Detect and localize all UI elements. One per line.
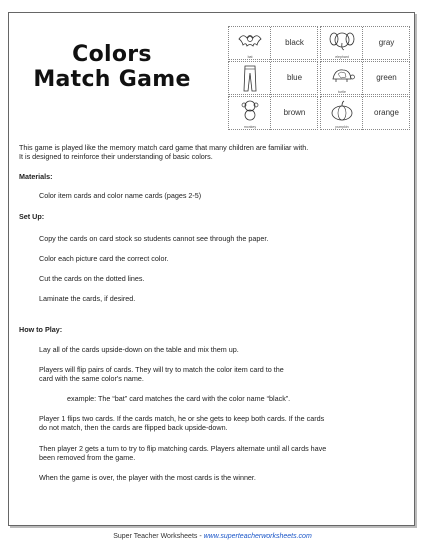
turtle-icon	[329, 64, 355, 88]
footer	[0, 533, 425, 540]
card-color-word: black	[285, 38, 304, 47]
setup-step: Color each picture card the correct color.	[39, 254, 169, 263]
footer-prefix: Super Teacher Worksheets -	[113, 533, 204, 540]
howto-heading: How to Play:	[19, 325, 63, 334]
card-jeans	[228, 61, 318, 95]
materials-heading: Materials:	[19, 172, 53, 181]
card-picture	[321, 62, 363, 95]
setup-heading: Set Up:	[19, 212, 45, 221]
footer-link[interactable]: www.superteacherworksheets.com	[203, 533, 312, 540]
card-picture	[229, 27, 271, 60]
setup-step: Laminate the cards, if desired.	[39, 294, 136, 303]
howto-paragraph-line: card with the same color's name.	[39, 374, 144, 383]
howto-paragraph-line: do not match, then the cards are flipped back upside-down.	[39, 423, 228, 432]
title-line-1: Colors	[72, 42, 152, 67]
card-caption: turtle	[338, 90, 346, 94]
card-color-word: orange	[374, 108, 399, 117]
howto-example: example: The “bat” card matches the card with the color name “black”.	[67, 394, 291, 403]
card-pumpkin	[320, 96, 410, 130]
card-picture	[229, 97, 271, 130]
card-caption: monkey	[243, 125, 257, 129]
card-monkey	[228, 96, 318, 130]
setup-step: Copy the cards on card stock so students cannot see through the paper.	[39, 234, 269, 243]
elephant-icon	[329, 29, 355, 53]
materials-item: Color item cards and color name cards (pages 2-5)	[39, 191, 202, 200]
intro-line-2: It is designed to reinforce their understanding of basic colors.	[19, 152, 213, 161]
card-caption: bat	[247, 55, 253, 59]
card-color-word: brown	[283, 108, 306, 117]
card-picture	[321, 97, 363, 130]
howto-paragraph-line: Player 1 flips two cards. If the cards match, he or she gets to keep both cards. If the cards	[39, 414, 325, 423]
bat-icon	[237, 29, 263, 53]
howto-paragraph-line: Players will flip pairs of cards. They will try to match the color item card to the	[39, 365, 284, 374]
jeans-icon	[237, 64, 263, 92]
howto-paragraph: Lay all of the cards upside-down on the table and mix them up.	[39, 345, 239, 354]
setup-step: Cut the cards on the dotted lines.	[39, 274, 145, 283]
card-color-word: green	[376, 73, 397, 82]
howto-paragraph-line: been removed from the game.	[39, 453, 136, 462]
card-caption: elephant	[335, 55, 349, 59]
pumpkin-icon	[329, 99, 355, 123]
card-color-word: gray	[378, 38, 395, 47]
card-turtle	[320, 61, 410, 95]
card-color-word: blue	[286, 73, 303, 82]
monkey-icon	[237, 99, 263, 123]
howto-paragraph: When the game is over, the player with the most cards is the winner.	[39, 473, 256, 482]
card-elephant	[320, 26, 410, 60]
intro-line-1: This game is played like the memory match card game that many children are familiar with.	[19, 143, 309, 152]
howto-paragraph-line: Then player 2 gets a turn to try to flip matching cards. Players alternate until all cards have	[39, 444, 327, 453]
page-title	[22, 42, 202, 92]
title-line-2: Match Game	[33, 67, 191, 92]
card-caption: pumpkin	[335, 125, 349, 129]
card-bat	[228, 26, 318, 60]
sample-cards	[228, 26, 412, 131]
card-picture	[321, 27, 363, 60]
card-picture	[229, 62, 271, 95]
